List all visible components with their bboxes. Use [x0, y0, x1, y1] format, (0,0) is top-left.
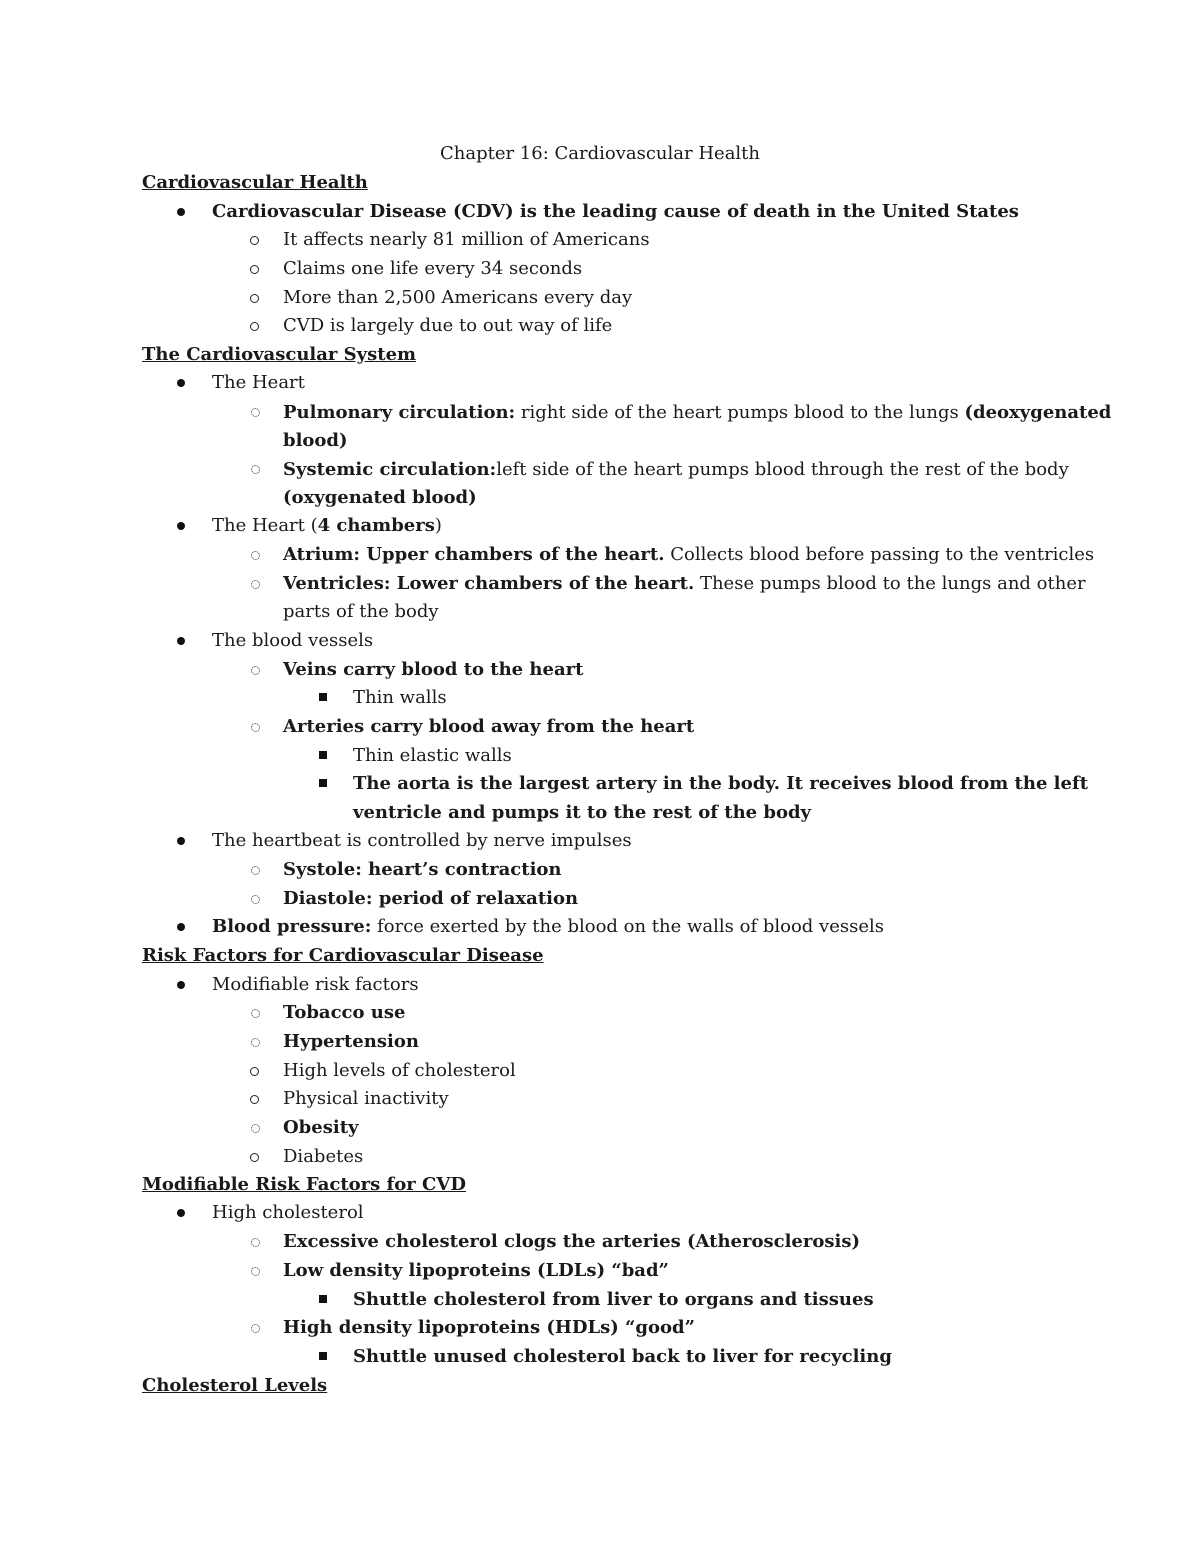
dotted-circle-bullet-icon	[249, 893, 261, 905]
list-item: It affects nearly 81 million of Americans	[283, 229, 650, 250]
dotted-circle-bullet-icon	[249, 864, 261, 876]
list-item: The Heart (4 chambers)	[212, 515, 442, 536]
list-item: Blood pressure: force exerted by the blood on the walls of blood vessels	[212, 916, 884, 937]
filled-circle-bullet-icon	[176, 980, 186, 990]
list-item: Ventricles: Lower chambers of the heart. These pumps blood to the lungs and other	[283, 573, 1086, 594]
list-item-continuation: blood)	[283, 430, 348, 451]
list-item: Atrium: Upper chambers of the heart. Collects blood before passing to the ventricles	[283, 544, 1095, 565]
filled-circle-bullet-icon	[176, 1208, 186, 1218]
dotted-circle-bullet-icon	[249, 721, 261, 733]
section-heading-modifiable-risk-factors: Modifiable Risk Factors for CVD	[142, 1174, 466, 1195]
filled-square-bullet-icon	[318, 1294, 328, 1304]
list-item: Modifiable risk factors	[212, 974, 419, 995]
list-item: High levels of cholesterol	[283, 1060, 516, 1081]
dotted-circle-bullet-icon	[249, 406, 261, 418]
dotted-circle-bullet-icon	[249, 549, 261, 561]
hollow-circle-bullet-icon	[249, 264, 260, 275]
list-item: High density lipoproteins (HDLs) “good”	[283, 1317, 695, 1338]
list-item: Veins carry blood to the heart	[283, 659, 584, 680]
filled-circle-bullet-icon	[176, 922, 186, 932]
section-heading-risk-factors: Risk Factors for Cardiovascular Disease	[142, 945, 544, 966]
filled-circle-bullet-icon	[176, 521, 186, 531]
hollow-circle-bullet-icon	[249, 1094, 260, 1105]
list-item: Thin walls	[353, 687, 447, 708]
list-item: Shuttle cholesterol from liver to organs and tissues	[353, 1289, 874, 1310]
hollow-circle-bullet-icon	[249, 293, 260, 304]
filled-circle-bullet-icon	[176, 378, 186, 388]
dotted-circle-bullet-icon	[249, 664, 261, 676]
hollow-circle-bullet-icon	[249, 1066, 260, 1077]
hollow-circle-bullet-icon	[249, 321, 260, 332]
list-item: Tobacco use	[283, 1002, 406, 1023]
dotted-circle-bullet-icon	[249, 463, 261, 475]
section-heading-cholesterol-levels: Cholesterol Levels	[142, 1375, 328, 1396]
list-item: The Heart	[212, 372, 305, 393]
list-item: Claims one life every 34 seconds	[283, 258, 583, 279]
filled-circle-bullet-icon	[176, 836, 186, 846]
list-item: Thin elastic walls	[353, 745, 512, 766]
list-item: Diastole: period of relaxation	[283, 888, 579, 909]
filled-square-bullet-icon	[318, 750, 328, 760]
filled-circle-bullet-icon	[176, 636, 186, 646]
list-item: The aorta is the largest artery in the body. It receives blood from the left	[353, 773, 1089, 794]
section-heading-cardiovascular-system: The Cardiovascular System	[142, 344, 417, 365]
list-item: The heartbeat is controlled by nerve impulses	[212, 830, 632, 851]
dotted-circle-bullet-icon	[249, 1036, 261, 1048]
list-item: Cardiovascular Disease (CDV) is the leading cause of death in the United States	[212, 201, 1019, 222]
list-item: High cholesterol	[212, 1202, 364, 1223]
list-item: More than 2,500 Americans every day	[283, 287, 633, 308]
dotted-circle-bullet-icon	[249, 1236, 261, 1248]
filled-circle-bullet-icon	[176, 207, 186, 217]
list-item: Hypertension	[283, 1031, 419, 1052]
dotted-circle-bullet-icon	[249, 1265, 261, 1277]
list-item: Excessive cholesterol clogs the arteries (Atherosclerosis)	[283, 1231, 860, 1252]
list-item: The blood vessels	[212, 630, 374, 651]
section-heading-cardiovascular-health: Cardiovascular Health	[142, 172, 368, 193]
page-title: Chapter 16: Cardiovascular Health	[439, 143, 761, 164]
dotted-circle-bullet-icon	[249, 1322, 261, 1334]
list-item: Systole: heart’s contraction	[283, 859, 562, 880]
list-item: Diabetes	[283, 1146, 364, 1167]
list-item: CVD is largely due to out way of life	[283, 315, 613, 336]
hollow-circle-bullet-icon	[249, 1152, 260, 1163]
filled-square-bullet-icon	[318, 778, 328, 788]
dotted-circle-bullet-icon	[249, 1122, 261, 1134]
list-item: Physical inactivity	[283, 1088, 449, 1109]
list-item: Shuttle unused cholesterol back to liver for recycling	[353, 1346, 892, 1367]
list-item: Systemic circulation:left side of the heart pumps blood through the rest of the body	[283, 459, 1069, 480]
list-item-continuation: (oxygenated blood)	[283, 487, 477, 508]
filled-square-bullet-icon	[318, 692, 328, 702]
dotted-circle-bullet-icon	[249, 1007, 261, 1019]
hollow-circle-bullet-icon	[249, 235, 260, 246]
list-item-continuation: ventricle and pumps it to the rest of the body	[353, 802, 812, 823]
list-item-continuation: parts of the body	[283, 601, 439, 622]
dotted-circle-bullet-icon	[249, 578, 261, 590]
list-item: Arteries carry blood away from the heart	[283, 716, 695, 737]
list-item: Obesity	[283, 1117, 359, 1138]
list-item: Pulmonary circulation: right side of the heart pumps blood to the lungs (deoxygenated	[283, 402, 1112, 423]
filled-square-bullet-icon	[318, 1351, 328, 1361]
list-item: Low density lipoproteins (LDLs) “bad”	[283, 1260, 669, 1281]
